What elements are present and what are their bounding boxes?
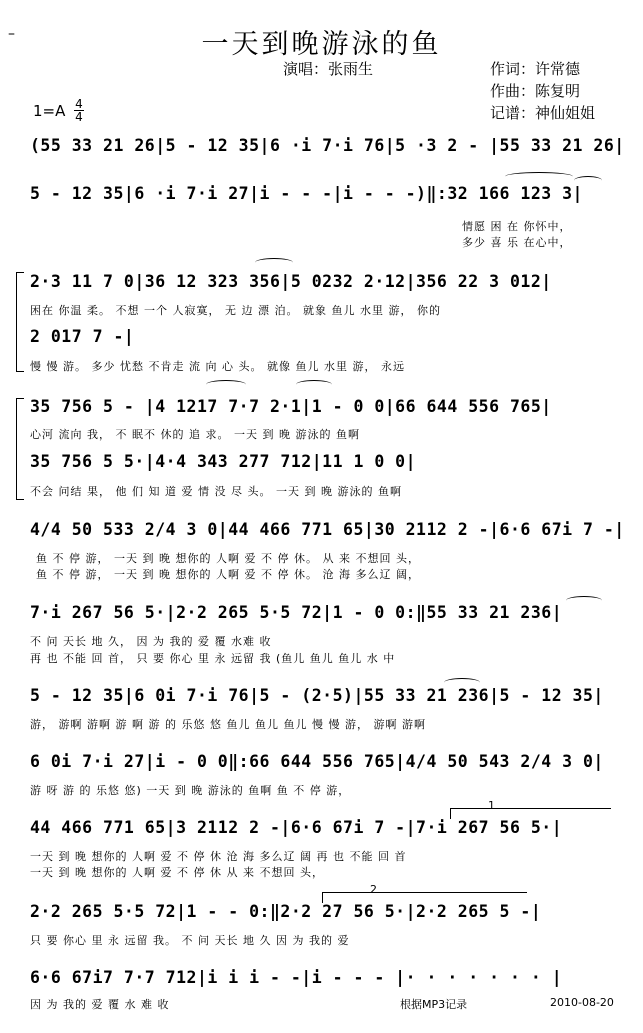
corner-mark: – [8,26,15,42]
lyricist-credit: 作词：许常德 [490,60,581,78]
lyric-row-11a: 一天 到 晚 想你的 人啊 爱 不 停 休 沧 海 多么辽 阔 再 也 不能 回 首 [30,850,407,863]
singer-credit: 演唱：张雨生 [283,60,374,78]
notation-row-5: 35 756 5 - |4 1217 7·7 2·1|1 - 0 0|66 644 556 765| [30,397,552,416]
lyric-row-7b: 鱼 不 停 游， 一天 到 晚 想你的 人啊 爱 不 停 休。 沧 海 多么辽 阔， [36,568,420,581]
notation-row-1: (55 33 21 26|5 - 12 35|6 ·i 7·i 76|5 ·3 2 - |55 33 21 26| [30,136,625,155]
transcription-date: 2010-08-20 [550,996,614,1009]
notation-row-6: 35 756 5 5·|4·4 343 277 712|11 1 0 0| [30,452,417,471]
notation-row-11: 44 466 771 65|3 2112 2 -|6·6 67i 7 -|7·i 267 56 5·| [30,818,563,837]
lyric-row-10: 游 呀 游 的 乐悠 悠) 一天 到 晚 游泳的 鱼啊 鱼 不 停 游， [30,784,351,797]
notation-row-10: 6 0i 7·i 27|i - 0 0‖:66 644 556 765|4/4 50 543 2/4 3 0| [30,752,604,771]
lyric-row-9: 游， 游啊 游啊 游 啊 游 的 乐悠 悠 鱼儿 鱼儿 鱼儿 慢 慢 游， 游啊 游啊 [30,718,426,731]
second-ending-number: 2 [370,883,377,896]
time-signature-top: 4 [75,97,83,111]
first-ending-number: 1 [488,799,495,812]
notation-row-7: 4/4 50 533 2/4 3 0|44 466 771 65|30 2112 2 -|6·6 67i 7 -| [30,520,625,539]
tie-arc [255,258,293,267]
notation-row-12: 2·2 265 5·5 72|1 - - 0:‖2·2 27 56 5·|2·2 265 5 -| [30,902,542,921]
time-signature [74,98,84,123]
system-brace [16,398,24,500]
notation-row-4: 2 017 7 -| [30,327,135,346]
lyric-row-3: 困在 你温 柔。 不想 一个 人寂寞， 无 边 漂 泊。 就象 鱼儿 水里 游， 你的 [30,304,441,317]
lyric-row-5: 心河 流向 我， 不 眠不 休的 追 求。 一天 到 晚 游泳的 鱼啊 [30,428,360,441]
lyric-row-2b: 多少 喜 乐 在心中， [462,236,572,249]
tie-arc [296,380,332,389]
notation-row-13: 6·6 67i7 7·7 712|i i i - -|i - - - |· · · · · · · | [30,968,563,987]
key-signature: 1=A [33,102,66,120]
lyric-row-13: 因 为 我的 爱 覆 水 难 收 [30,998,170,1011]
tie-arc [566,596,602,605]
tie-arc [206,380,246,389]
lyric-row-8b: 再 也 不能 回 首， 只 要 你心 里 永 远留 我 (鱼儿 鱼儿 鱼儿 水 中 [30,652,396,665]
notation-row-8: 7·i 267 56 5·|2·2 265 5·5 72|1 - 0 0:‖55 33 21 236| [30,603,563,622]
lyric-row-11b: 一天 到 晚 想你的 人啊 爱 不 停 休 从 来 不想回 头， [30,866,324,879]
lyric-row-4: 慢 慢 游。 多少 忧愁 不肯走 流 向 心 头。 就像 鱼儿 水里 游， 永远 [30,360,405,373]
notation-row-2: 5 - 12 35|6 ·i 7·i 27|i - - -|i - - -)‖:32 166 123 3| [30,184,583,203]
notation-row-3: 2·3 11 7 0|36 12 323 356|5 0232 2·12|356 22 3 012| [30,272,552,291]
lyric-row-12: 只 要 你心 里 永 远留 我。 不 问 天长 地 久 因 为 我的 爱 [30,934,350,947]
song-title: 一天到晚游泳的鱼 [201,29,442,60]
time-signature-bottom: 4 [75,110,83,124]
tie-arc [505,172,573,181]
lyric-row-8a: 不 问 天长 地 久， 因 为 我的 爱 覆 水难 收 [30,635,272,648]
lyric-row-7a: 鱼 不 停 游， 一天 到 晚 想你的 人啊 爱 不 停 休。 从 来 不想回 头， [36,552,420,565]
lyric-row-2a: 情愿 困 在 你怀中， [462,220,572,233]
notation-row-9: 5 - 12 35|6 0i 7·i 76|5 - (2·5)|55 33 21 236|5 - 12 35| [30,686,604,705]
source-note: 根据MP3记录 [400,998,468,1011]
lyric-row-6: 不会 问结 果， 他 们 知 道 爱 情 没 尽 头。 一天 到 晚 游泳的 鱼啊 [30,485,402,498]
transcriber-credit: 记谱：神仙姐姐 [490,104,596,122]
system-brace [16,272,24,372]
composer-credit: 作曲：陈复明 [490,82,581,100]
